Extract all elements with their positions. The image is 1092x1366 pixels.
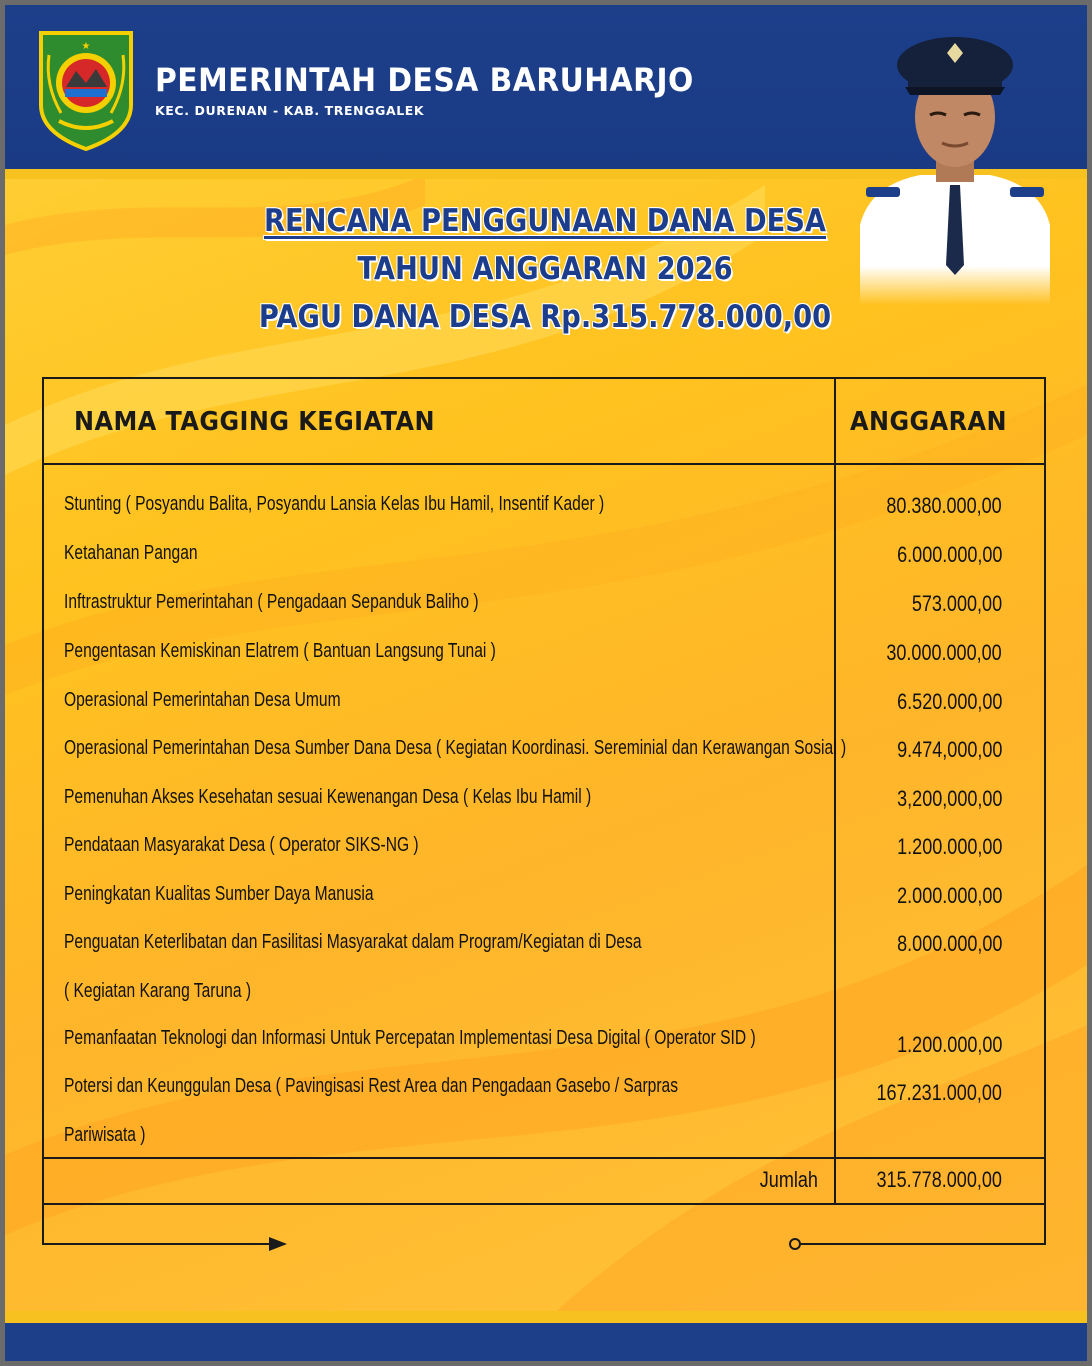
total-label: Jumlah bbox=[759, 1167, 818, 1192]
row-amount-2: 6.000.000,00 bbox=[896, 542, 1002, 567]
column-divider bbox=[834, 379, 836, 1205]
title-line-1 bbox=[246, 197, 844, 245]
footer-bar bbox=[5, 1323, 1087, 1361]
title-line-3: PAGU DANA DESA Rp.315.778.000,00 bbox=[258, 299, 832, 335]
row-name-1: Stunting ( Posyandu Balita, Posyandu Lansia Kelas Ibu Hamil, Insentif Kader ) bbox=[64, 493, 605, 515]
circle-node-icon bbox=[788, 1237, 802, 1251]
row-name-6: Operasional Pemerintahan Desa Sumber Dana Desa ( Kegiatan Koordinasi. Sereminial dan Kerawangan Sosial ) bbox=[64, 737, 847, 759]
row-amount-6: 9.474,000,00 bbox=[896, 737, 1002, 762]
poster bbox=[5, 5, 1087, 1361]
row-amount-12: 167.231.000,00 bbox=[876, 1080, 1002, 1105]
row-name-8: Pendataan Masyarakat Desa ( Operator SIKS-NG ) bbox=[64, 834, 419, 856]
row-name-12-cont: Pariwisata ) bbox=[64, 1124, 146, 1146]
arrow-right-icon bbox=[269, 1235, 289, 1253]
row-amount-9: 2.000.000,00 bbox=[896, 883, 1002, 908]
column-header-activity: NAMA TAGGING KEGIATAN bbox=[74, 407, 436, 437]
row-name-7: Pemenuhan Akses Kesehatan sesuai Kewenangan Desa ( Kelas Ibu Hamil ) bbox=[64, 786, 592, 808]
svg-text:★: ★ bbox=[81, 41, 91, 52]
budget-table bbox=[42, 377, 1046, 1205]
deco-line-left-vertical bbox=[42, 1203, 44, 1245]
row-name-12: Potersi dan Keunggulan Desa ( Pavingisasi Rest Area dan Pengadaan Gasebo / Sarpras bbox=[64, 1075, 678, 1097]
header-divider bbox=[44, 463, 1044, 465]
total-divider bbox=[44, 1157, 1044, 1159]
row-amount-5: 6.520.000,00 bbox=[896, 689, 1002, 714]
title-line-2: TAHUN ANGGARAN 2026 bbox=[357, 251, 733, 287]
deco-line-left bbox=[42, 1243, 274, 1245]
row-amount-11: 1.200.000,00 bbox=[896, 1032, 1002, 1057]
row-name-3: Inftrastruktur Pemerintahan ( Pengadaan Sepanduk Baliho ) bbox=[64, 591, 479, 613]
footer-strip bbox=[5, 1311, 1087, 1323]
row-name-10: Penguatan Keterlibatan dan Fasilitasi Masyarakat dalam Program/Kegiatan di Desa bbox=[64, 931, 642, 953]
row-amount-3: 573.000,00 bbox=[911, 591, 1002, 616]
row-amount-1: 80.380.000,00 bbox=[886, 493, 1002, 518]
row-name-10-cont: ( Kegiatan Karang Taruna ) bbox=[64, 980, 252, 1002]
row-amount-7: 3,200,000,00 bbox=[896, 786, 1002, 811]
government-subtitle: KEC. DURENAN - KAB. TRENGGALEK bbox=[155, 103, 425, 118]
row-name-5: Operasional Pemerintahan Desa Umum bbox=[64, 689, 341, 711]
column-header-budget: ANGGARAN bbox=[850, 407, 1007, 437]
emblem-icon bbox=[35, 25, 137, 151]
row-amount-8: 1.200.000,00 bbox=[896, 834, 1002, 859]
title-block bbox=[205, 197, 885, 341]
title-line-1-text: RENCANA PENGGUNAAN DANA DESA bbox=[263, 203, 827, 239]
total-amount: 315.778.000,00 bbox=[876, 1167, 1002, 1192]
deco-line-right-vertical bbox=[1044, 1203, 1046, 1245]
row-name-4: Pengentasan Kemiskinan Elatrem ( Bantuan Langsung Tunai ) bbox=[64, 640, 496, 662]
row-name-2: Ketahanan Pangan bbox=[64, 542, 198, 564]
government-title: PEMERINTAH DESA BARUHARJO bbox=[155, 61, 694, 99]
row-amount-10: 8.000.000,00 bbox=[896, 931, 1002, 956]
row-name-9: Peningkatan Kualitas Sumber Daya Manusia bbox=[64, 883, 374, 905]
row-name-11: Pemanfaatan Teknologi dan Informasi Untuk Percepatan Implementasi Desa Digital ( Operator SID ) bbox=[64, 1027, 756, 1049]
row-amount-4: 30.000.000,00 bbox=[886, 640, 1002, 665]
deco-line-right bbox=[799, 1243, 1046, 1245]
